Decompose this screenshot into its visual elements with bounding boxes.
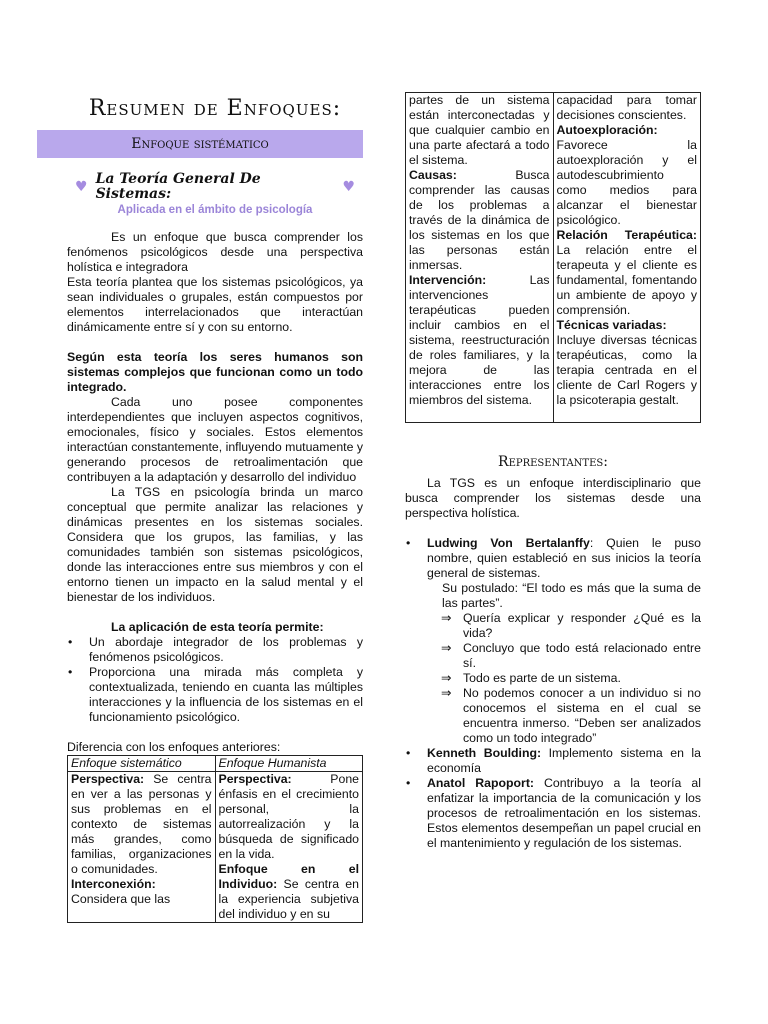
- right-column: [405, 92, 701, 851]
- tgs-heading: La Teoría General De Sistemas:: [95, 171, 261, 202]
- list-item: • Kenneth Boulding: Implemento sistema en la economía: [427, 746, 701, 776]
- tgs-heading-row: [67, 172, 363, 202]
- list-item: ⇒ Concluyo que todo está relacionado entre sí.: [463, 641, 701, 671]
- paragraph: Esta teoría plantea que los sistemas psicológicos, ya sean individuales o grupales, están compuestos por elementos interrelacionados que interactúan dinámicamente entre sí y con su entorno.: [67, 275, 363, 334]
- paragraph: La TGS es un enfoque interdisciplinario que busca comprender los sistemas desde una perspectiva holística.: [405, 476, 701, 520]
- list-item: • Ludwing Von Bertalanffy: Quien le puso nombre, quien estableció en sus inicios la teoría general de sistemas.: [427, 536, 701, 581]
- table-cell: partes de un sistema están interconectadas y que cualquier cambio en una parte afectará a todo el sistema. Causas: Busca comprender las causas de los problemas a través de la dinámica de los sistemas en los que las personas están inmersas. Intervención: Las intervenciones terapéuticas pueden incluir cambios en el sistema, reestructuración de roles familiares, y la mejora de las interacciones entre los miembros del sistema.: [406, 93, 554, 423]
- representantes-list: [405, 536, 701, 581]
- list-item: ⇒ Todo es parte de un sistema.: [463, 671, 701, 686]
- apply-list: [67, 635, 363, 725]
- apply-heading: La aplicación de esta teoría permite:: [111, 620, 324, 634]
- page-title: Resumen de Enfoques:: [88, 96, 342, 121]
- table-cell: capacidad para tomar decisiones conscientes. Autoexploración: Favorece la autoexploración y el autodescubrimiento como medios para alcanzar el bienestar psicológico. Relación Terapéutica: La relación entre el terapeuta y el cliente es fundamental, fomentando un ambiente de apoyo y comprensión. Técnicas variadas: Incluye diversas técnicas terapéuticas, como la terapia centrada en el cliente de Carl Rogers y la psicoterapia gestalt.: [553, 93, 701, 423]
- representantes-list: [405, 746, 701, 851]
- paragraph: La TGS en psicología brinda un marco conceptual que permite analizar las relaciones y dinámicas presentes en los sistemas sociales. Considera que los grupos, las familias, y las comunidades también son sistemas psicológicos, donde las interacciones entre sus miembros y con el entorno tienen un impacto en la salud mental y el bienestar de los individuos.: [67, 485, 363, 604]
- postulado-list: [405, 611, 701, 746]
- paragraph-bold: Según esta teoría los seres humanos son sistemas complejos que funcionan como un todo integrado.: [67, 350, 363, 394]
- table-cell: Perspectiva: Pone énfasis en el crecimiento personal, la autorrealización y la búsqueda de significado en la vida. Enfoque en el Individuo: Se centra en la experiencia subjetiva del individuo y en su: [215, 772, 363, 923]
- diff-label: Diferencia con los enfoques anteriores:: [67, 740, 281, 754]
- paragraph: Cada uno posee componentes interdependientes que incluyen aspectos cognitivos, emocionales, físico y sociales. Estos elementos interactúan constantemente, influyendo mutuamente y generando procesos de retroalimentación que contribuyen a la adaptación y desarrollo del individuo: [67, 395, 363, 484]
- table-header: Enfoque sistemático: [68, 756, 216, 772]
- paragraph: Es un enfoque que busca comprender los fenómenos psicológicos desde una perspectiva holística e integradora: [67, 230, 363, 274]
- comparison-table-continued: [405, 92, 701, 423]
- list-item: • Anatol Rapoport: Contribuyo a la teoría al enfatizar la importancia de la comunicación y los procesos de retroalimentación en los sistemas. Estos elementos desempeñan un papel crucial en el mantenimiento y regulación de los sistemas.: [427, 776, 701, 851]
- tgs-subtitle: Aplicada en el ámbito de psicología: [117, 204, 313, 216]
- section-banner: Enfoque sistématico: [37, 130, 363, 158]
- list-item: • Un abordaje integrador de los problemas y fenómenos psicológicos.: [89, 635, 363, 665]
- heart-icon: ♥: [75, 178, 88, 195]
- comparison-table: [67, 755, 363, 923]
- list-item: ⇒ No podemos conocer a un individuo si no conocemos el sistema en el cual se encuentra inmerso. “Deben ser analizados como un todo integrado”: [463, 686, 701, 746]
- table-header: Enfoque Humanista: [215, 756, 363, 772]
- heart-icon: ♥: [342, 178, 355, 195]
- postulado: Su postulado: “El todo es más que la suma de las partes”.: [442, 581, 701, 610]
- list-item: ⇒ Quería explicar y responder ¿Qué es la vida?: [463, 611, 701, 641]
- representantes-heading: Representantes:: [498, 454, 608, 470]
- list-item: • Proporciona una mirada más completa y contextualizada, teniendo en cuanta las múltiples interacciones y la influencia de los sistemas en el funcionamiento psicológico.: [89, 665, 363, 725]
- table-cell: Perspectiva: Se centra en ver a las personas y sus problemas en el contexto de sistemas más grandes, como familias, organizaciones o comunidades. Interconexión: Considera que las: [68, 772, 216, 923]
- left-column: [67, 92, 363, 923]
